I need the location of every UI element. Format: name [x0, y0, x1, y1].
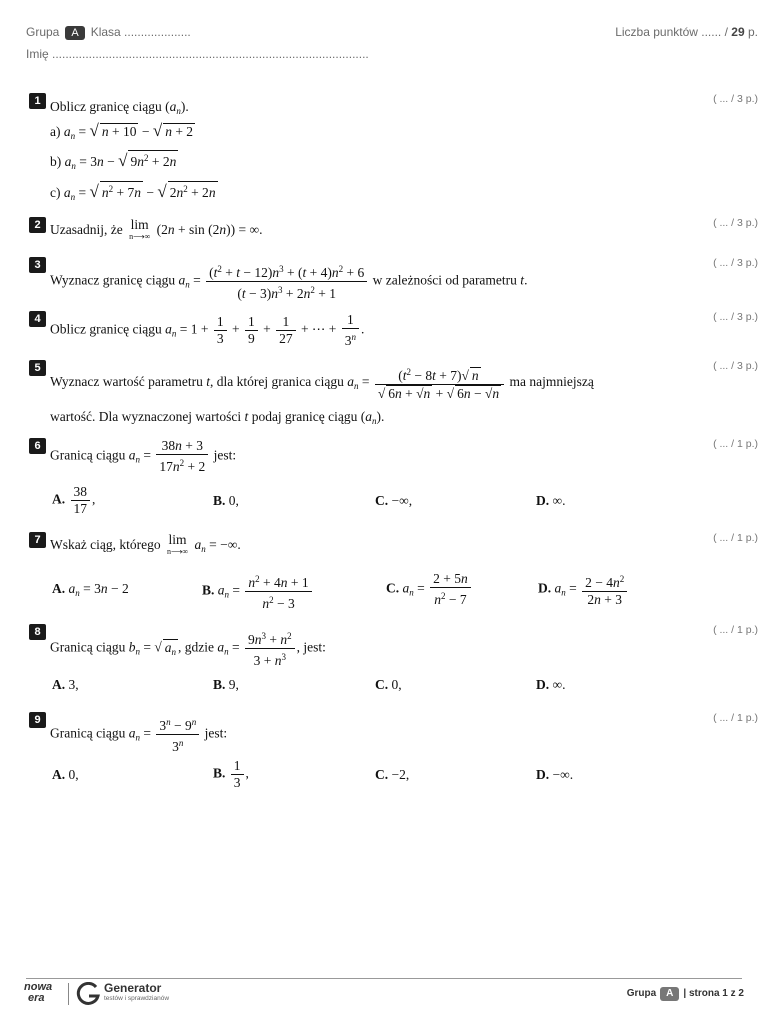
- task-1-c: c) $a_n$ = √ $n^2 + 7n$ − √ $2n^2 + 2n$: [50, 182, 216, 202]
- task-3-text: Wyznacz granicę ciągu $a_n$ = $\frac{(t^2 + t - 12)n^3 + (t + 4)n^2 + 6}{(t - 3)n^3 + 2n^2 + 1}$ w zależności od parametru t.: [50, 261, 527, 302]
- task-points: ( ... / 3 p.): [713, 257, 758, 269]
- task-7-text: Wskaż ciąg, którego lim n⟶∞ $a_n$ = −∞.: [50, 532, 241, 556]
- task-8-option-d[interactable]: D. ∞.: [536, 677, 566, 692]
- task-number: 7: [29, 532, 46, 548]
- task-points: ( ... / 1 p.): [713, 532, 758, 544]
- points-summary: [615, 25, 758, 39]
- task-number: 1: [29, 93, 46, 109]
- task-9-option-a[interactable]: A. 0,: [52, 767, 79, 782]
- group-label: Grupa: [26, 25, 60, 39]
- task-8-option-b[interactable]: B. 9,: [213, 677, 239, 692]
- task-4-text: Oblicz granicę ciągu $a_n = 1$ + $\frac{1}{3}$ + $\frac{1}{9}$ + $\frac{1}{27}$ + ⋯ + $\frac{1}{3^n}$ .: [50, 312, 365, 348]
- points-label: Liczba punktów ...... /: [615, 25, 728, 39]
- task-6-option-a[interactable]: A. $\frac{38}{17}$ ,: [52, 484, 96, 516]
- group-badge: A: [65, 26, 84, 40]
- task-points: ( ... / 3 p.): [713, 311, 758, 323]
- task-9-option-b[interactable]: B. $\frac{1}{3}$ ,: [213, 758, 249, 790]
- task-5-text: Wyznacz wartość parametru t, dla której granica ciągu $a_n$ = $\frac{(t^2 - 8t + 7)√ n}{√ 6n + √n + √ 6n - √n}$ ma najmniejszą: [50, 364, 594, 402]
- class-label: Klasa ....................: [90, 25, 191, 39]
- task-9-text: Granicą ciągu $a_n$ = $\frac{3^n - 9^n}{3^n}$ jest:: [50, 714, 227, 755]
- task-6-option-b[interactable]: B. 0,: [213, 493, 239, 508]
- task-points: ( ... / 3 p.): [713, 360, 758, 372]
- task-number: 2: [29, 217, 46, 233]
- task-points: ( ... / 3 p.): [713, 217, 758, 229]
- task-number: 6: [29, 438, 46, 454]
- task-9-option-d[interactable]: D. −∞.: [536, 767, 574, 782]
- task-points: ( ... / 3 p.): [713, 93, 758, 105]
- task-points: ( ... / 1 p.): [713, 438, 758, 450]
- task-number: 3: [29, 257, 46, 273]
- task-7-option-c[interactable]: C. $a_n$ = $\frac{2 + 5n}{n^2 - 7}$: [386, 571, 473, 608]
- footer-page-info: Grupa A | strona 1 z 2: [626, 988, 744, 999]
- nowa-era-logo: nowa era: [24, 981, 53, 1004]
- task-7-option-d[interactable]: D. $a_n$ = $\frac{2 - 4n^2}{2n + 3}$: [538, 571, 629, 608]
- task-2-text: Uzasadnij, że lim n⟶∞ (2n + sin (2n)) = ∞.: [50, 217, 263, 241]
- task-5-text-cont: wartość. Dla wyznaczonej wartości t podaj granicę ciągu $(a_n)$.: [50, 409, 385, 426]
- task-points: ( ... / 1 p.): [713, 624, 758, 636]
- task-points: ( ... / 1 p.): [713, 712, 758, 724]
- footer-divider: [26, 978, 742, 979]
- points-unit: p.: [747, 25, 758, 39]
- task-number: 5: [29, 360, 46, 376]
- task-8-text: Granicą ciągu $b_n$ = √ $a_n$ , gdzie $a_n$ = $\frac{9n^3 + n^2}{3 + n^3}$ , jest:: [50, 628, 326, 669]
- task-number: 4: [29, 311, 46, 327]
- task-9-option-c[interactable]: C. −2,: [375, 767, 410, 782]
- header-group: [26, 25, 191, 40]
- task-8-option-a[interactable]: A. 3,: [52, 677, 79, 692]
- points-total: 29: [731, 25, 745, 39]
- task-number: 8: [29, 624, 46, 640]
- task-8-option-c[interactable]: C. 0,: [375, 677, 402, 692]
- generator-brand: Generator testów i sprawdzianów: [104, 981, 170, 1002]
- task-7-option-b[interactable]: B. $a_n$ = $\frac{n^2 + 4n + 1}{n^2 - 3}$: [202, 571, 314, 612]
- task-6-option-d[interactable]: D. ∞.: [536, 493, 566, 508]
- task-1-a: a) $a_n$ = √ n + 10 − √ n + 2: [50, 121, 194, 141]
- task-1-text: Oblicz granicę ciągu $(a_n)$.: [50, 99, 189, 116]
- generator-logo-icon: [76, 982, 102, 1006]
- logo-separator: [68, 983, 69, 1005]
- task-6-text: Granicą ciągu $a_n$ = $\frac{38n + 3}{17n^2 + 2}$ jest:: [50, 438, 237, 474]
- task-1-b: b) $a_n = 3n$ − √ $9n^2 + 2n$: [50, 151, 177, 171]
- name-label: Imię ...............................................................................................: [26, 47, 369, 61]
- task-6-option-c[interactable]: C. −∞,: [375, 493, 413, 508]
- task-7-option-a[interactable]: A. $a_n = 3n - 2$: [52, 581, 129, 598]
- task-number: 9: [29, 712, 46, 728]
